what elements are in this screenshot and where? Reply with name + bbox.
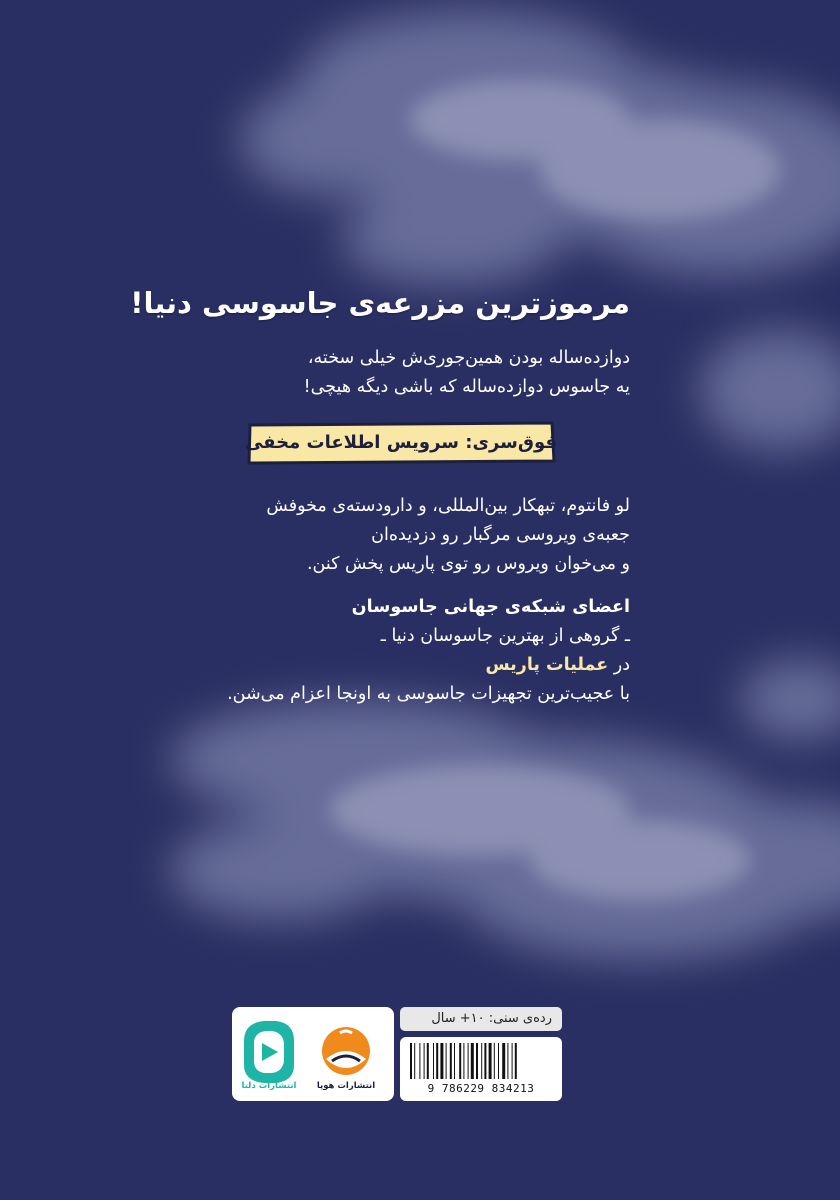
barcode-bar [481, 1043, 482, 1079]
barcode-bar [463, 1043, 464, 1079]
badge-label: فوق‌سری: سرویس اطلاعات مخفی [244, 432, 558, 453]
publisher-logos [232, 1007, 394, 1101]
team-subtitle: ـ گروهی از بهترین جاسوسان دنیا ـ [380, 626, 630, 646]
barcode-bar [515, 1043, 517, 1079]
plot-line: و می‌خوان ویروس رو توی پاریس پخش کنن. [306, 554, 630, 574]
isbn-digits: 9 786229 834213 [427, 1082, 535, 1095]
barcode-bar [502, 1043, 505, 1079]
barcode-bar [450, 1043, 452, 1079]
barcode-bar [440, 1043, 443, 1079]
mission-prefix: در [608, 655, 630, 675]
delta-logo-label: انتشارات دلتا [241, 1081, 297, 1091]
intro-line: دوازده‌ساله بودن همین‌جوری‌ش خیلی سخته، [307, 348, 630, 368]
barcode-bar [410, 1043, 412, 1079]
barcode-bar [498, 1043, 499, 1079]
mission-line [170, 651, 630, 680]
barcode-bar [476, 1043, 478, 1079]
barcode-bar [446, 1043, 447, 1079]
age-rating-text: رده‌ی سنی: ۱۰+ سال [431, 1011, 552, 1026]
barcode-bar [484, 1043, 486, 1079]
mission-name: عملیات پاریس [485, 655, 609, 675]
age-rating-badge [400, 1007, 562, 1031]
intro-paragraph [170, 344, 630, 402]
barcode-bar [459, 1043, 461, 1079]
intro-line: یه جاسوس دوازده‌ساله که باشی دیگه هیچی! [303, 377, 630, 397]
barcode-bar [414, 1043, 415, 1079]
barcode-bar [419, 1043, 420, 1079]
headline: مرموزترین مزرعه‌ی جاسوسی دنیا! [130, 286, 630, 320]
barcode-bar [424, 1043, 425, 1079]
barcode-bar [433, 1043, 434, 1079]
plot-line: لو فانتوم، تبهکار بین‌المللی، و دارودسته‌ی مخوفش [266, 496, 630, 516]
barcode-bar [512, 1043, 513, 1079]
barcode-bar [468, 1043, 469, 1079]
team-title: اعضای شبکه‌ی جهانی جاسوسان [351, 597, 630, 617]
houpa-logo-label: انتشارات هوپا [316, 1081, 376, 1091]
barcode-bar [471, 1043, 474, 1079]
barcode-bar [494, 1043, 495, 1079]
isbn-barcode [400, 1037, 562, 1101]
houpa-logo-icon [322, 1027, 370, 1075]
barcode-bar [454, 1043, 455, 1079]
barcode-bar [427, 1043, 429, 1079]
top-secret-badge [244, 420, 558, 466]
barcode-bars [400, 1037, 562, 1083]
barcode-bar [507, 1043, 508, 1079]
delta-logo-icon [244, 1021, 294, 1083]
plot-paragraph [170, 492, 630, 579]
final-line: با عجیب‌ترین تجهیزات جاسوسی به اونجا اعزام می‌شن. [227, 684, 630, 704]
barcode-bar [436, 1043, 438, 1079]
plot-line: جعبه‌ی ویروسی مرگبار رو دزدیده‌ان [371, 525, 630, 545]
barcode-bar [489, 1043, 492, 1079]
team-paragraph [170, 593, 630, 709]
